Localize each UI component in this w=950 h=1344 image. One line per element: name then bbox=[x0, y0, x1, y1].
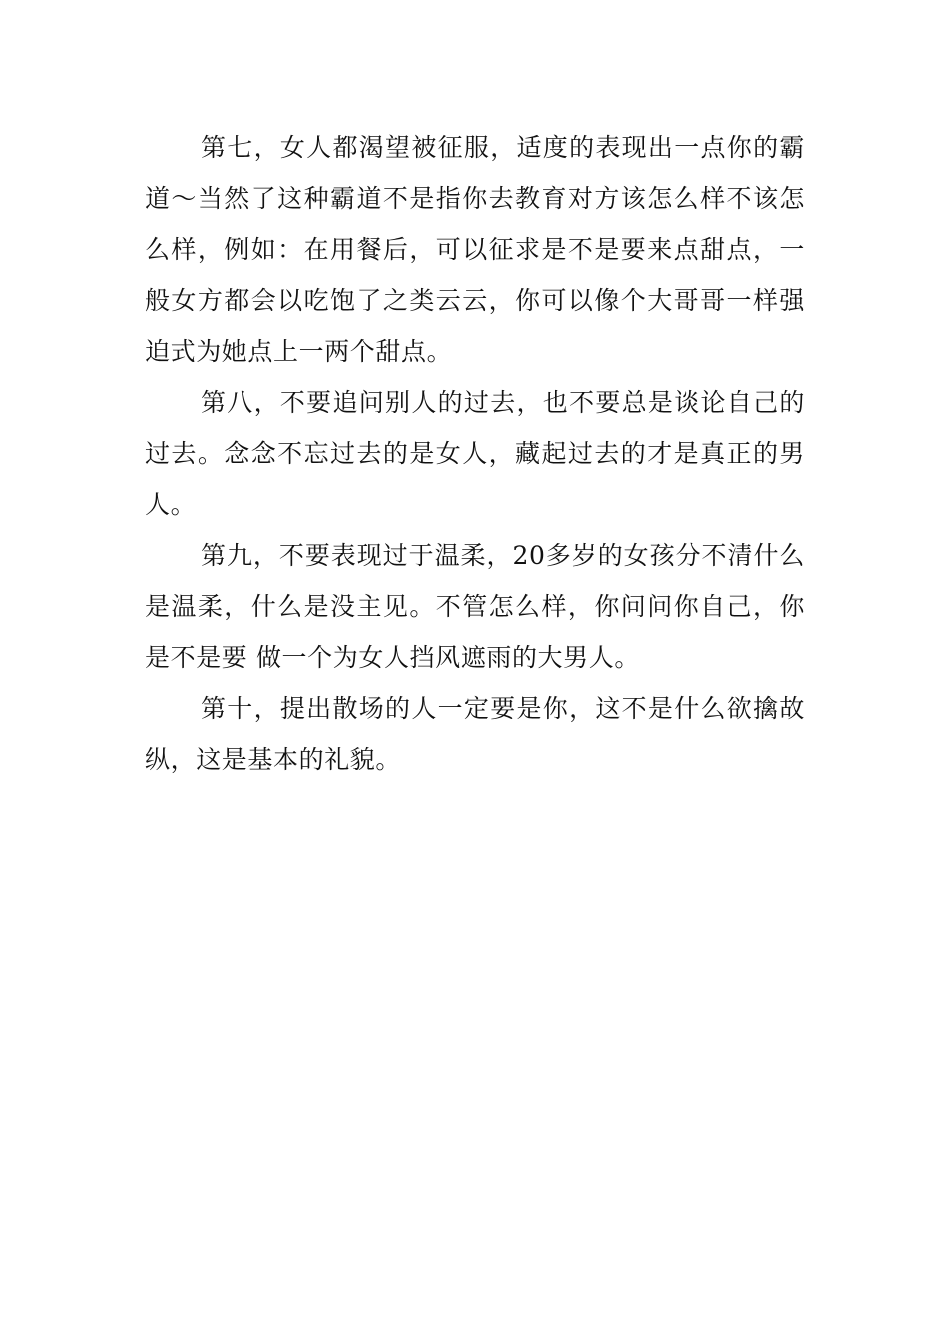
paragraph-tenth: 第十，提出散场的人一定要是你，这不是什么欲擒故纵，这是基本的礼貌。 bbox=[145, 694, 805, 774]
document-body bbox=[145, 122, 805, 785]
paragraph-ninth: 第九，不要表现过于温柔，20多岁的女孩分不清什么是温柔，什么是没主见。不管怎么样，你问问你自己，你是不是要 做一个为女人挡风遮雨的大男人。 bbox=[145, 541, 805, 672]
paragraph-seventh: 第七，女人都渴望被征服，适度的表现出一点你的霸道～当然了这种霸道不是指你去教育对方该怎么样不该怎么样，例如：在用餐后，可以征求是不是要来点甜点，一般女方都会以吃饱了之类云云，你可以像个大哥哥一样强迫式为她点上一两个甜点。 bbox=[145, 133, 805, 366]
paragraph-eighth: 第八，不要追问别人的过去，也不要总是谈论自己的过去。念念不忘过去的是女人，藏起过去的才是真正的男人。 bbox=[145, 388, 805, 519]
